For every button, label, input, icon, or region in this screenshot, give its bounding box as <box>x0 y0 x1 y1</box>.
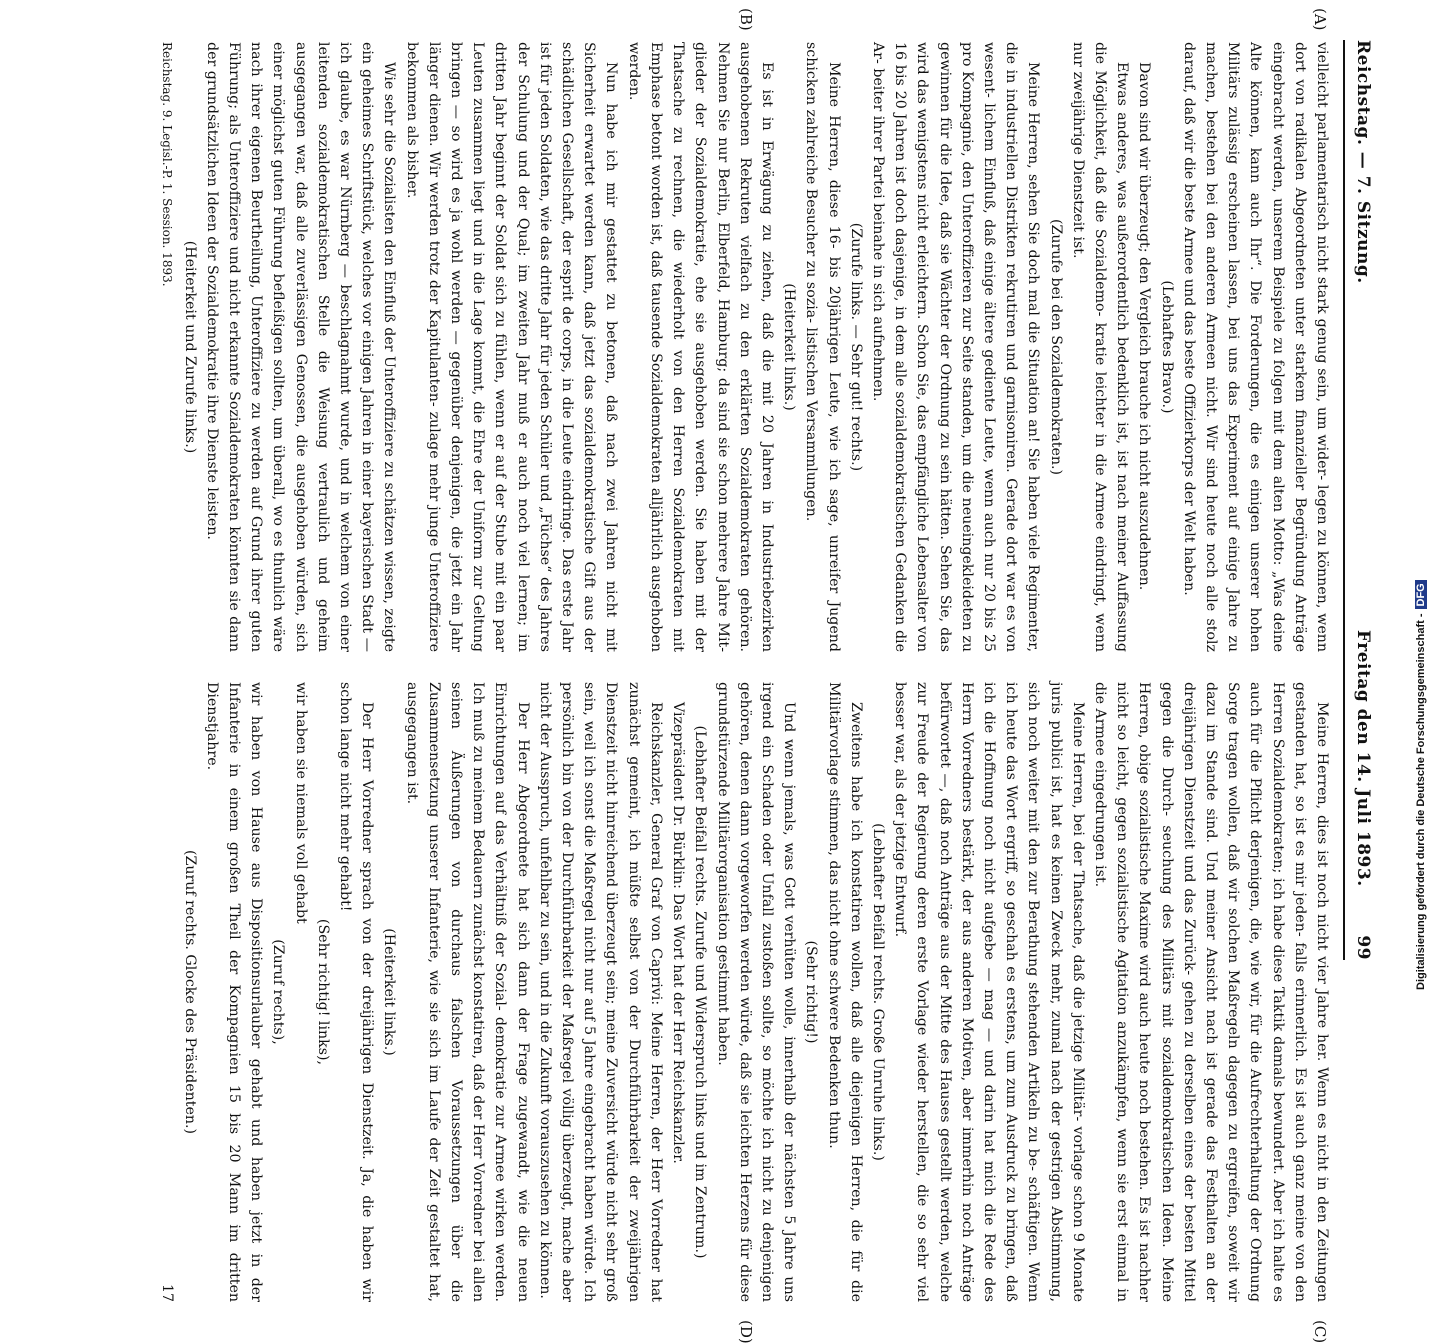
dfg-logo: DFG <box>1415 580 1427 609</box>
interjection: (Lebhafter Beifall rechts. Zurufe und Widerspruch links und im Zentrum.) <box>692 725 709 1259</box>
right-footer: 17 <box>159 1283 176 1302</box>
right-column <box>156 682 1333 1302</box>
margin-marker-d: (D) <box>737 1320 755 1344</box>
rotated-scan-page <box>45 0 1395 1344</box>
header-date: Freitag den 14. Juli 1893. <box>1353 630 1373 887</box>
interjection: (Zurufe bei den Sozialdemokraten.) <box>1047 218 1064 476</box>
interjection: (Lebhafter Beifall rechts. Große Unruhe links.) <box>869 823 886 1161</box>
margin-marker-a: (A) <box>1311 8 1329 31</box>
paragraph: Der Herr Abgeordnete hat sich dann der Frage zugewandt, wie die neuen Einrichtungen auf das Verhältniß der Sozial- demokratie zur Armee wirken werden. Ich muß zu meinem Bedauern zunächst konstatiren, daß der Herr Vorredner bei allen seinen Äußerungen von durchaus falschen Voraussetzungen über die Zusammensetzung unserer Infanterie, wie sie sich im Laufe der Zeit gestaltet hat, ausgegangen ist. <box>403 682 531 1302</box>
paragraph: Meine Herren, diese 16- bis 20jährigen Leute, wie ich sage, unreifer Jugend schicken zahlreiche Besucher zu sozia- listischen Versammlungen. <box>803 42 842 652</box>
margin-marker-c: (C) <box>1311 1320 1329 1344</box>
left-footer: Reichstag. 9. Legisl.-P. 1. Session. 1893. <box>160 42 175 287</box>
paragraph: Meine Herren, dies ist noch nicht vier Jahre her. Wenn es nicht in den Zeitungen gestanden hat, so ist es mir jeden- falls erinnerlich. Es ist auch ganz meine von den Herren Sozialdemokraten; ich habe diese Taktik damals bewundert. Aber ich halte es auch für die Pflicht derjenigen, die, wie wir, für die Aufrechterhaltung der Ordnung Sorge tragen wollen, daß wir solchen Maßregeln dagegen zu ergreifen, soweit wir dazu im Stande sind. Und meiner Ansicht nach ist gerade das Festhalten an der dreijährigen Dienstzeit und das Zurück- gehen zu derselben eines der besten Mittel gegen die Durch- seuchung des Militärs mit sozialdemokratischen Ideen. Meine Herren, obige sozialistische Maxime wird auch heute noch bestehen. Es ist nachher nicht so leicht, gegen sozialistische Agitation anzukämpfen, wenn sie erst einmal in die Armee eingedrungen ist. <box>1091 682 1330 1302</box>
header-rule <box>1343 40 1345 960</box>
interjection: (Sehr richtig! links), <box>314 918 331 1066</box>
left-column <box>156 42 1333 652</box>
paragraph: Nun habe ich mir gestattet zu betonen, daß nach zwei Jahren nicht mit Sicherheit erwartet werden kann, daß jetzt das sozialdemokratische Gift aus der schädlichen Gesellschaft, der esprit de corps, in die Leute eindringe. Das erste Jahr ist für jeden Soldaten, wie das dritte Jahr für jeden Schüler und „Füchse“ des Jahres der Schulung und der Qual; im zweiten Jahr muß er auch noch viel lernen; im dritten Jahr beginnt der Soldat sich zu fühlen, wenn er auf der Stube mit ein paar Leuten zusammen liegt und in die Lage kommt, die Ehre der Uniform zur Geltung bringen — so wird es ja wohl werden — gegenüber denjenigen, die jetzt ein Jahr länger dienen. Wir werden trotz der Kapitulanten- zulage mehr junge Unteroffiziere bekommen als bisher. <box>403 42 620 652</box>
dfg-credit <box>1415 30 1431 990</box>
interjection: (Zuruf rechts. Glocke des Präsidenten.) <box>181 849 198 1135</box>
paragraph: Und wenn jemals, was Gott verhüten wolle, innerhalb der nächsten 5 Jahre uns irgend ein Schaden oder Unfall zustoßen sollte, so möchte ich nicht zu denjenigen gehören, denen dann vorgeworfen werden würde, daß sie leichten Herzens für diese grundstürzende Militärorganisation gestimmt haben. <box>714 682 798 1302</box>
interjection: (Lebhaftes Bravo.) <box>1158 280 1175 414</box>
paragraph: Meine Herren, sehen Sie doch mal die Situation an! Sie haben viele Regimenter, die in industriellen Distrikten rekrutiren und garnisoniren. Gerade dort war es von wesent- lichem Einfluß, daß einige ältere gediente Leute, wenn auch nur 20 bis 25 pro Kompagnie, den Unteroffizieren zur Seite standen, um die neueingekleideten zu gewinnen für die Idee, daß sie Wächter der Ordnung zu sein hätten. Sehen Sie, das wird das wenigstens nicht erleichtern. Schon Sie, das empfängliche Lebensalter von 16 bis 20 Jahren ist doch dasjenige, in dem alle sozialdemokratischen Gedanken die Ar- beiter ihrer Partei beinahe in sich aufnehmen. <box>869 42 1042 652</box>
paragraph: Zweitens habe ich konstatiren wollen, daß alle diejenigen Herren, die für die Militärvorlage stimmen, das nicht ohne schwere Bedenken thun. <box>825 682 864 1302</box>
interjection: (Sehr richtig!) <box>803 940 820 1044</box>
paragraph: vielleicht parlamentarisch nicht stark genug sein, um wider- legen zu können, wenn dort von radikalen Abgeordneten unter starkem finanzieller Begründung Anträge eingebracht werden, unserem Beispiele zu folgen mit dem alten Motto: „Was deine Alte können, kann auch Ihr“. Die Forderungen, die es einigen unserer hohen Militärs zulässig erscheinen lassen, bei uns das Experiment auf einige Jahre zu machen, bestehen bei den anderen Armeen nicht. Wir sind heute noch alle stolz darauf, daß wir die beste Armee und das beste Offizierkorps der Welt haben. <box>1180 42 1330 652</box>
paragraph: Wie sehr die Sozialisten den Einfluß der Unteroffiziere zu schätzen wissen, zeigte ein geheimes Schriftstück, welches vor einigen Jahren in einer bayerischen Stadt — ich glaube, es war Nürnberg — beschlagnahmt wurde, und in welchem von einer leitenden sozialdemokratischen Stelle die Weisung vertraulich und geheim ausgegangen war, daß alle zuverlässigen Genossen, die ausgehoben würden, sich einer möglichst guten Führung befleißigen sollten, um überall, wo es thunlich wäre nach ihrer eigenen Beurtheilung, Unteroffiziere zu werden auf Grund ihrer guten Führung; als Unteroffiziere und nicht erkannte Sozialdemokraten könnten sie dann der grundsätzlichen Ideen der Sozialdemokratie ihre Dienste leisten. <box>203 42 398 652</box>
paragraph: wir haben sie niemals voll gehabt <box>292 682 309 924</box>
dfg-credit-text: Digitalisierung gefördert durch die Deutsche Forschungsgemeinschaft - <box>1415 613 1427 990</box>
paragraph: Es ist in Erwägung zu ziehen, daß die mit 20 Jahren in Industriebezirken ausgehobenen Rekruten vielfach zu den erklärten Sozialdemokraten gehören. Nehmen Sie nur Berlin, Elberfeld, Hamburg; da sind sie schon mehrere Jahre Mit- glieder der Sozialdemokratie, ehe sie ausgehoben werden. Sie haben mit der Thatsache zu rechnen, die wiederholt von den Herren Sozialdemokraten mit Emphase betont worden ist, daß tausende Sozialdemokraten alljährlich ausgehoben werden. <box>625 42 775 652</box>
page-number: 99 <box>1353 935 1373 960</box>
paragraph: Meine Herren, bei der Thatsache, daß die jetzige Militär- vorlage schon 9 Monate juris publici ist, hat es keinen Zweck mehr, zumal nach der gestrigen Abstimmung, sich noch weiter mit den zur Berathung stehenden Artikeln zu be- schäftigen. Wenn ich heute das Wort ergriff, so geschah es erstens, um zum Ausdruck zu bringen, daß ich die Hoffnung noch nicht aufgebe — mag — und darin hat mich die Rede des Herrn Vorredners bestärkt, der aus anderen Motiven, aber immerhin noch Anträge befürwortet —, daß noch Anträge aus der Mitte des Hauses gestellt werden, welche zur Freude der Regierung deren erste Vorlage wieder herstellen, die so sehr viel besser war, als der jetzige Entwurf. <box>892 682 1086 1302</box>
paragraph: Der Herr Vorredner sprach von der dreijährigen Dienstzeit. Ja, die haben wir schon lange nicht mehr gehabt! <box>337 682 376 1302</box>
paragraph: wir haben von Hause aus Dispositionsurlauber gehabt und haben jetzt in der Infanterie in einem großen Theil der Kompagnien 15 bis 20 Mann im dritten Dienstjahre. <box>203 682 265 1302</box>
page-header <box>1343 40 1373 960</box>
interjection: (Zuruf rechts), <box>270 939 287 1045</box>
margin-marker-b: (B) <box>737 8 755 31</box>
paragraph: Davon sind wir überzeugt; den Vergleich brauche ich nicht auszudehnen. <box>1136 62 1153 591</box>
interjection: (Heiterkeit links.) <box>781 283 798 411</box>
interjection: (Zurufe links. — Sehr gut! rechts.) <box>847 222 864 472</box>
interjection: (Heiterkeit und Zurufe links.) <box>181 240 198 454</box>
paragraph: Reichskanzler, General Graf von Caprivi: Meine Herren, der Herr Vorredner hat zunächst gemeint, ich müßte selbst von der Durchführbarkeit der zweijährigen Dienstzeit nicht hinreichend überzeugt sein; meine Zuversicht würde nicht sehr groß sein, weil ich sonst die Maßregel nicht nur auf 5 Jahre eingebracht haben würde. Ich persönlich bin von der Durchführbarkeit der Maßregel völlig überzeugt, mache aber nicht der Ausspruch, unfehlbar zu sein, und in die Zukunft vorauszusehen zu können. <box>536 682 664 1302</box>
interjection: (Heiterkeit links.) <box>381 928 398 1056</box>
paragraph: Etwas anderes, was außerordentlich bedenklich ist, ist nach meiner Auffassung die Möglichkeit, daß die Sozialdemo- kratie leichter in die Armee eindringt, wenn nur zweijährige Dienstzeit ist. <box>1069 42 1131 652</box>
paragraph: Vizepräsident Dr. Bürklin: Das Wort hat der Herr Reichskanzler. <box>670 702 687 1164</box>
header-session: Reichstag. — 7. Sitzung. <box>1353 40 1373 284</box>
